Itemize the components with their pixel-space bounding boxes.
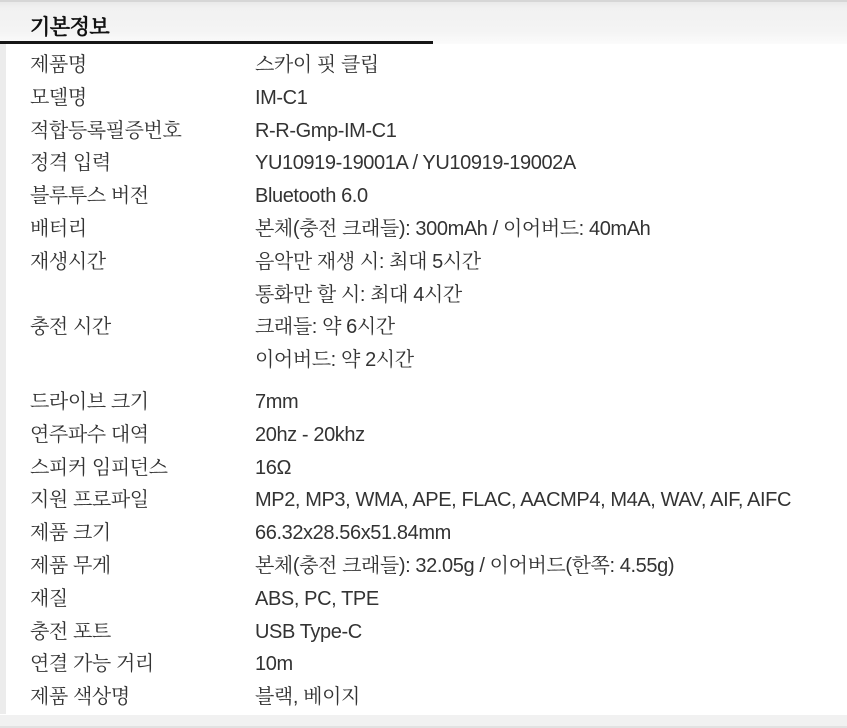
spec-value bbox=[255, 180, 847, 213]
spec-row bbox=[0, 386, 847, 419]
spec-value-line: Bluetooth 6.0 bbox=[255, 185, 368, 208]
spec-value-line: IM-C1 bbox=[255, 86, 308, 109]
spec-label: 배터리 bbox=[30, 217, 87, 240]
spec-value-line: MP2, MP3, WMA, APE, FLAC, AACMP4, M4A, WAV, AIF, AIFC bbox=[255, 489, 791, 512]
spec-label: 블루투스 버전 bbox=[30, 185, 149, 208]
spec-value bbox=[255, 419, 847, 452]
spec-row bbox=[0, 583, 847, 616]
spec-row bbox=[0, 49, 847, 82]
spec-value-line: R-R-Gmp-IM-C1 bbox=[255, 119, 397, 142]
spec-value bbox=[255, 115, 847, 148]
spec-row bbox=[0, 180, 847, 213]
spec-value-line: YU10919-19001A / YU10919-19002A bbox=[255, 152, 576, 175]
spec-value bbox=[255, 452, 847, 485]
spec-row bbox=[0, 213, 847, 246]
section-title: 기본정보 bbox=[30, 16, 110, 39]
spec-label: 제품 색상명 bbox=[30, 686, 130, 709]
spec-row bbox=[0, 681, 847, 714]
spec-value-line: 7mm bbox=[255, 390, 299, 413]
spec-value bbox=[255, 386, 847, 419]
spec-row bbox=[0, 452, 847, 485]
spec-row bbox=[0, 517, 847, 550]
spec-value-line: 66.32x28.56x51.84mm bbox=[255, 522, 451, 545]
spec-value-line: 블랙, 베이지 bbox=[255, 686, 360, 709]
spec-value-line: 20hz - 20khz bbox=[255, 423, 365, 446]
spec-row bbox=[0, 484, 847, 517]
spec-row bbox=[0, 616, 847, 649]
spec-value bbox=[255, 681, 847, 714]
spec-value bbox=[255, 550, 847, 583]
spec-value-line: 스카이 핏 클립 bbox=[255, 54, 379, 76]
spec-label: 연결 가능 거리 bbox=[30, 653, 154, 676]
spec-row bbox=[0, 115, 847, 148]
spec-label: 지원 프로파일 bbox=[30, 489, 149, 512]
spec-row bbox=[0, 550, 847, 583]
bottom-edge-strip bbox=[0, 715, 847, 728]
spec-label: 정격 입력 bbox=[30, 152, 111, 175]
spec-label: 스피커 임피던스 bbox=[30, 456, 168, 479]
spec-label: 재생시간 bbox=[30, 250, 106, 273]
spec-label: 제품 무게 bbox=[30, 554, 111, 577]
spec-value bbox=[255, 147, 847, 180]
spec-label: 재질 bbox=[30, 587, 68, 610]
spec-label: 제품명 bbox=[30, 54, 87, 76]
spec-label: 연주파수 대역 bbox=[30, 423, 149, 446]
spec-row bbox=[0, 82, 847, 115]
spec-value-line: 크래들: 약 6시간 bbox=[255, 316, 395, 339]
spec-value bbox=[255, 213, 847, 246]
spec-value bbox=[255, 583, 847, 616]
spec-value-line: 16Ω bbox=[255, 456, 291, 479]
spec-row bbox=[0, 246, 847, 312]
spec-value bbox=[255, 616, 847, 649]
spec-label: 적합등록필증번호 bbox=[30, 119, 182, 142]
spec-label: 모델명 bbox=[30, 86, 87, 109]
spec-label: 충전 시간 bbox=[30, 316, 111, 339]
spec-label: 제품 크기 bbox=[30, 522, 111, 545]
spec-label: 드라이브 크기 bbox=[30, 390, 149, 413]
spec-row bbox=[0, 648, 847, 681]
spec-value bbox=[255, 311, 847, 377]
spec-value-line: 10m bbox=[255, 653, 293, 676]
spec-value bbox=[255, 82, 847, 115]
section-header-band bbox=[0, 0, 847, 44]
spec-value bbox=[255, 49, 847, 82]
section-title-underline bbox=[0, 41, 433, 44]
spec-value bbox=[255, 517, 847, 550]
spec-row bbox=[0, 419, 847, 452]
spec-value-line: 통화만 할 시: 최대 4시간 bbox=[255, 283, 462, 306]
spec-row bbox=[0, 311, 847, 377]
spec-value bbox=[255, 484, 847, 517]
spec-value-line: USB Type-C bbox=[255, 620, 362, 643]
spec-value-line: 본체(충전 크래들): 32.05g / 이어버드(한쪽: 4.55g) bbox=[255, 554, 675, 577]
spec-value bbox=[255, 246, 847, 312]
spec-value-line: 이어버드: 약 2시간 bbox=[255, 349, 414, 372]
spec-row bbox=[0, 147, 847, 180]
spec-table bbox=[0, 49, 847, 714]
spec-value-line: ABS, PC, TPE bbox=[255, 587, 379, 610]
spec-value bbox=[255, 648, 847, 681]
spec-value-line: 음악만 재생 시: 최대 5시간 bbox=[255, 250, 481, 273]
spec-label: 충전 포트 bbox=[30, 620, 111, 643]
spec-value-line: 본체(충전 크래들): 300mAh / 이어버드: 40mAh bbox=[255, 217, 651, 240]
